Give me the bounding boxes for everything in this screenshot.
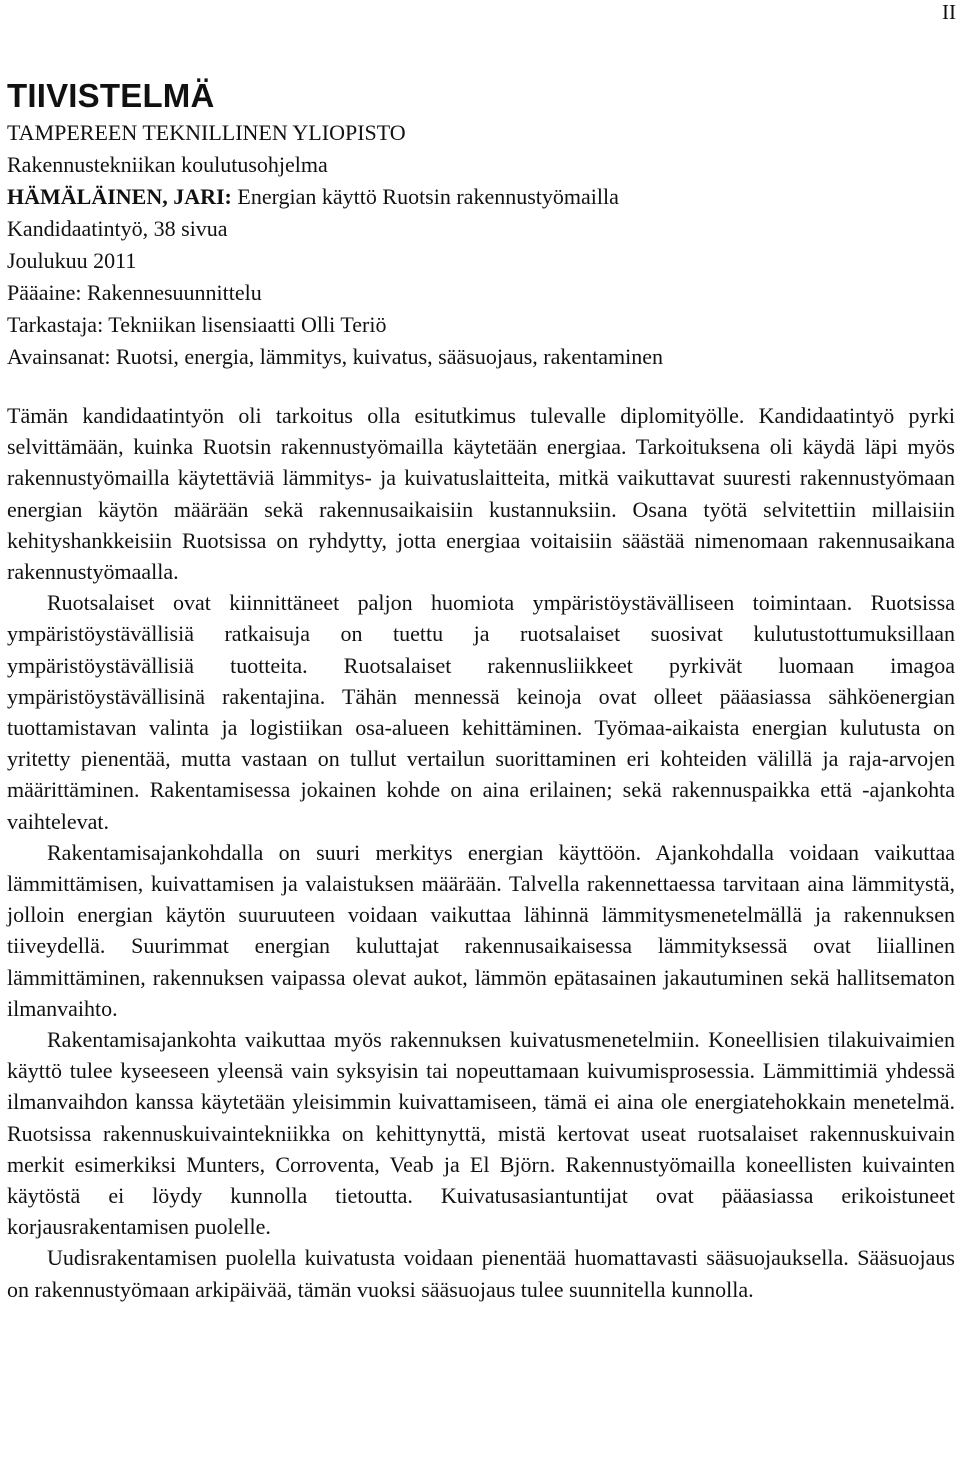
abstract-metadata: [7, 117, 955, 373]
abstract-paragraph-5: Uudisrakentamisen puolella kuivatusta voidaan pienentää huomattavasti sääsuojauksella. Sääsuojaus on rakennustyömaan arkipäivää, tämän vuoksi sääsuojaus tulee suunnitella kunnolla.: [7, 1245, 955, 1302]
page-number: II: [942, 0, 956, 24]
keywords-line: Avainsanat: Ruotsi, energia, lämmitys, kuivatus, sääsuojaus, rakentaminen: [7, 344, 663, 369]
thesis-type-line: Kandidaatintyö, 38 sivua: [7, 216, 228, 241]
abstract-paragraph-1: Tämän kandidaatintyön oli tarkoitus olla esitutkimus tulevalle diplomityölle. Kandidaatintyö pyrki selvittämään, kuinka Ruotsin rakennustyömailla käytetään energiaa. Tarkoituksena oli käydä läpi myös rakennustyömailla käytettäviä lämmitys- ja kuivatuslaitteita, mitkä vaikuttavat suuresti rakennustyömaan energian käytön määrään sekä rakennusaikaisiin kustannuksiin. Osana työtä selvitettiin millaisiin kehityshankkeisiin Ruotsissa on ryhdytty, jotta energiaa voitaisiin säästää nimenomaan rakennusaikana rakennustyömaalla.: [7, 403, 955, 585]
major-line: Pääaine: Rakennesuunnittelu: [7, 280, 262, 305]
abstract-body: [7, 400, 955, 1305]
author-title-line: [7, 181, 955, 213]
date-line: Joulukuu 2011: [7, 248, 137, 273]
author-name: HÄMÄLÄINEN, JARI:: [7, 184, 232, 209]
thesis-title: Energian käyttö Ruotsin rakennustyömailla: [231, 184, 619, 209]
abstract-paragraph-2: Ruotsalaiset ovat kiinnittäneet paljon huomiota ympäristöystävälliseen toimintaan. Ruotsissa ympäristöystävällisiä ratkaisuja on tuettu ja ruotsalaiset suosivat kulutustottumuksillaan ympäristöystävällisiä tuotteita. Ruotsalaiset rakennusliikkeet pyrkivät luomaan imagoa ympäristöystävällisinä rakentajina. Tähän mennessä keinoja ovat olleet pääasiassa sähköenergian tuottamistavan valinta ja logistiikan osa-alueen kehittäminen. Työmaa-aikaista energian kulutusta on yritetty pienentää, mutta vastaan on tullut vertailun suorittaminen eri kohteiden välillä ja raja-arvojen määrittäminen. Rakentamisessa jokainen kohde on aina erilainen; sekä rakennuspaikka että -ajankohta vaihtelevat.: [7, 590, 955, 834]
program-line: Rakennustekniikan koulutusohjelma: [7, 152, 328, 177]
abstract-paragraph-4: Rakentamisajankohta vaikuttaa myös rakennuksen kuivatusmenetelmiin. Koneellisien tilakuivaimien käyttö tulee kyseeseen yleensä vain syksyisin tai nopeuttamaan kuivumisprosessia. Lämmittimiä yhdessä ilmanvaihdon kanssa käytetään yleisimmin kuivattamiseen, tämä ei aina ole energiatehokkain menetelmä. Ruotsissa rakennuskuivaintekniikka on kehittynyttä, mistä kertovat useat ruotsalaiset rakennuskuivain merkit esimerkiksi Munters, Corroventa, Veab ja El Björn. Rakennustyömailla koneellisten kuivainten käytöstä ei löydy kunnolla tietoutta. Kuivatusasiantuntijat ovat pääasiassa erikoistuneet korjausrakentamisen puolelle.: [7, 1027, 955, 1240]
abstract-paragraph-3: Rakentamisajankohdalla on suuri merkitys energian käyttöön. Ajankohdalla voidaan vaikuttaa lämmittämisen, kuivattamisen ja valaistuksen määrään. Talvella rakennettaessa tarvitaan aina lämmitystä, jolloin energian käytön suuruuteen voidaan vaikuttaa lähinnä lämmitysmenetelmällä ja rakennuksen tiiveydellä. Suurimmat energian kuluttajat rakennusaikaisessa lämmityksessä ovat liiallinen lämmittäminen, rakennuksen vaipassa olevat aukot, lämmön epätasainen jakautuminen sekä hallitsematon ilmanvaihto.: [7, 839, 955, 1021]
university-line: TAMPEREEN TEKNILLINEN YLIOPISTO: [7, 120, 406, 145]
page-title: TIIVISTELMÄ: [7, 77, 215, 114]
examiner-line: Tarkastaja: Tekniikan lisensiaatti Olli Teriö: [7, 312, 387, 337]
